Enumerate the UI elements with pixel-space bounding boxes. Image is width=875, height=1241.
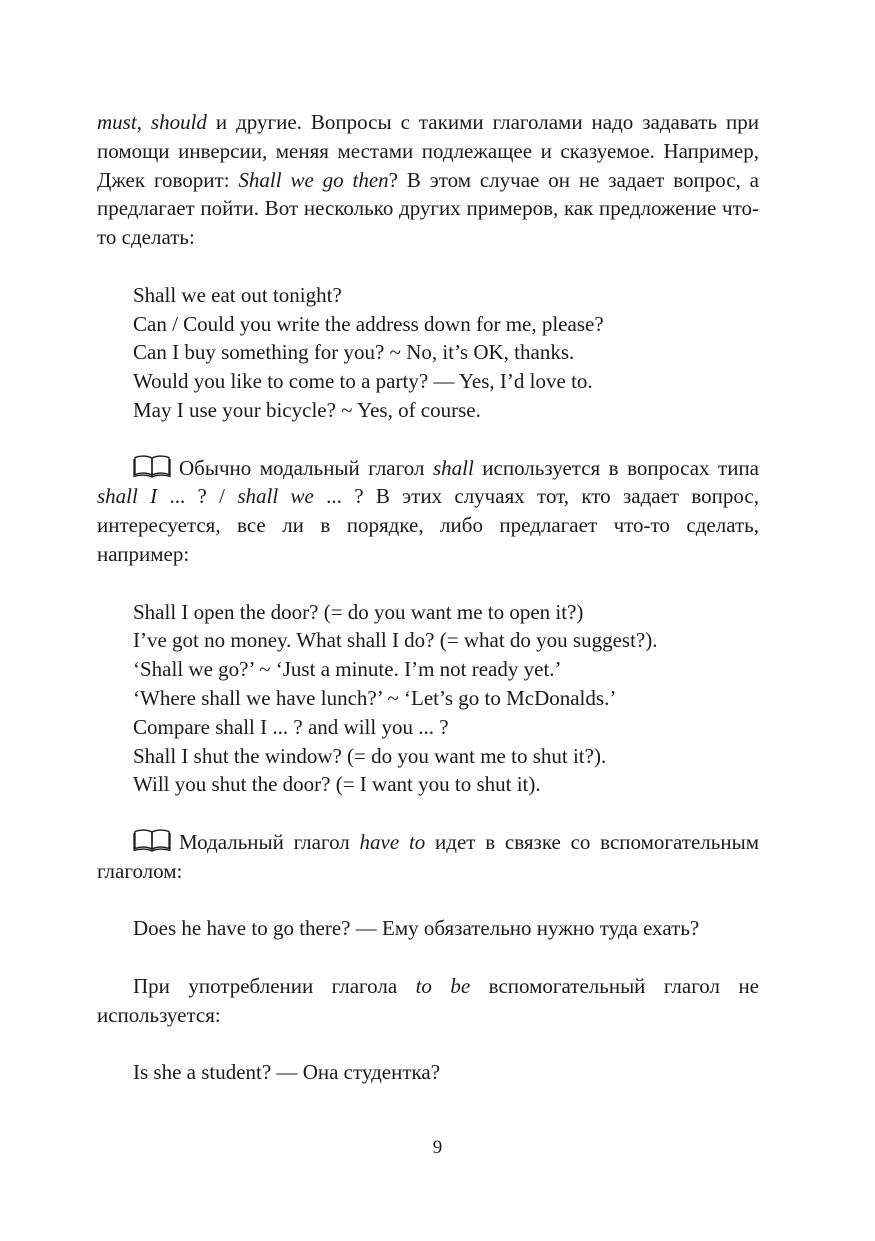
shall-note-term: shall I <box>97 484 158 509</box>
spacer <box>97 569 759 598</box>
shall-note-paragraph <box>97 454 759 569</box>
book-icon <box>133 828 171 852</box>
example-line: May I use your bicycle? ~ Yes, of course. <box>133 397 481 422</box>
intro-text-1: и другие. Вопросы с такими глаголами надо задавать при помощи инверсии, меняя местами подлежащее и сказуемое. Например, Джек говорит: <box>97 110 759 192</box>
shall-note-term: shall we <box>237 484 314 509</box>
intro-example-phrase: Shall we go then <box>238 167 389 192</box>
example-line: Will you shut the door? (= I want you to shut it). <box>133 772 541 797</box>
intro-text-2: ? В этом случае он не задает вопрос, а предлагает пойти. Вот несколько других примеров, как предложение что-то сделать: <box>97 167 759 250</box>
shall-note-text-3: ... ? / <box>157 484 238 509</box>
shall-note-text-1: Обычно модальный глагол <box>179 455 433 480</box>
example-line: Shall I shut the window? (= do you want me to shut it?). <box>133 743 607 768</box>
example-line: Can / Could you write the address down for me, please? <box>133 311 604 336</box>
intro-paragraph <box>97 108 759 252</box>
have-to-note-text-1: Модальный глагол <box>179 829 360 854</box>
intro-modals: must, should <box>97 110 207 134</box>
example-line: Can I buy something for you? ~ No, it’s OK, thanks. <box>133 340 575 365</box>
spacer <box>97 1030 759 1059</box>
spacer <box>97 943 759 972</box>
example-line: Compare shall I ... ? and will you ... ? <box>133 714 449 739</box>
example-line: ‘Where shall we have lunch?’ ~ ‘Let’s go to McDonalds.’ <box>133 685 617 710</box>
shall-note-text-4: ... ? В этих случаях тот, кто задает вопрос, интересуется, все ли в порядке, либо предлагает что-то сделать, например: <box>97 484 760 566</box>
example-line: Would you like to come to a party? — Yes, I’d love to. <box>133 369 593 394</box>
to-be-example: Is she a student? — Она студентка? <box>133 1060 441 1085</box>
to-be-note-paragraph <box>97 972 759 1030</box>
example-line: ‘Shall we go?’ ~ ‘Just a minute. I’m not ready yet.’ <box>133 657 562 682</box>
have-to-note-paragraph <box>97 828 759 886</box>
spacer <box>97 252 759 281</box>
book-icon <box>133 454 171 478</box>
example-line: I’ve got no money. What shall I do? (= what do you suggest?). <box>133 628 658 653</box>
have-to-note-term: have to <box>359 829 426 854</box>
to-be-note-text-2: вспомогательный глагол не используется: <box>97 973 760 1027</box>
to-be-note-term: to be <box>415 973 471 998</box>
page-number: 9 <box>432 1137 443 1158</box>
examples-list-1 <box>97 281 759 425</box>
to-be-note-text-1: При употреблении глагола <box>133 973 416 998</box>
spacer <box>97 425 759 454</box>
page-body <box>97 108 759 1087</box>
example-line: Shall we eat out tonight? <box>133 282 342 307</box>
example-line: Shall I open the door? (= do you want me to open it?) <box>133 599 584 624</box>
shall-note-term: shall <box>432 455 474 480</box>
have-to-note-text-2: идет в связке со вспомогательным глаголом: <box>97 829 759 883</box>
examples-list-2 <box>97 598 759 800</box>
shall-note-text-2: используется в вопросах типа <box>473 455 760 480</box>
spacer <box>97 799 759 828</box>
spacer <box>97 886 759 915</box>
have-to-example: Does he have to go there? — Ему обязательно нужно туда ехать? <box>133 916 700 941</box>
